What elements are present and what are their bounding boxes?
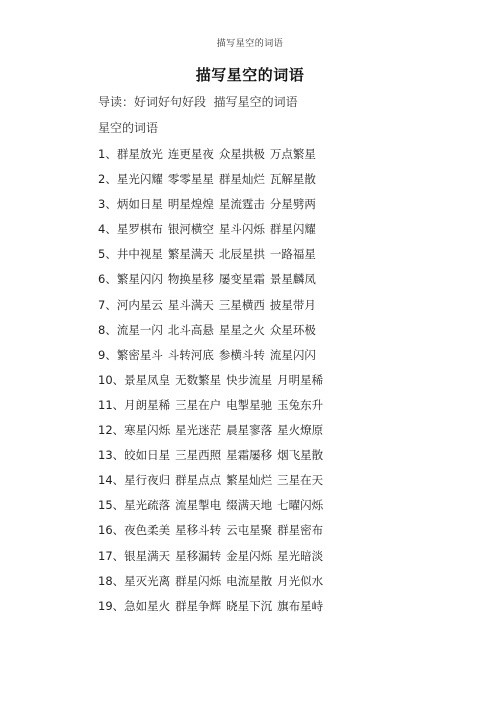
list-item-number: 19、 [98, 598, 125, 613]
phrase-term: 月朗星稀 [124, 397, 171, 412]
phrase-term: 晨星寥落 [226, 423, 273, 438]
list-item-number: 6、 [98, 272, 117, 287]
phrase-list [98, 146, 328, 623]
list-item [98, 322, 328, 347]
phrase-term: 流星闪闪 [269, 347, 316, 362]
phrase-term: 星移漏转 [175, 548, 222, 563]
phrase-term: 连更星夜 [167, 147, 214, 161]
list-item [98, 221, 328, 246]
list-item [98, 573, 328, 598]
phrase-term: 参横斗转 [218, 347, 265, 362]
list-item [98, 422, 328, 447]
phrase-term: 分星劈两 [269, 197, 316, 212]
page-title: 描写星空的词语 [195, 66, 305, 84]
phrase-term: 繁密星斗 [116, 347, 163, 362]
list-item [98, 246, 328, 271]
phrase-term: 烟飞星散 [277, 448, 324, 463]
phrase-term: 星光迷茫 [175, 423, 222, 438]
list-item-number: 9、 [98, 347, 117, 362]
list-item-number: 14、 [98, 473, 125, 488]
running-header: 描写星空的词语 [216, 39, 284, 49]
phrase-term: 零零星星 [167, 172, 214, 187]
phrase-term: 群星闪耀 [269, 222, 316, 237]
phrase-term: 一路福星 [269, 247, 316, 262]
phrase-term: 急如星火 [124, 598, 171, 613]
phrase-term: 繁星灿烂 [226, 473, 273, 488]
phrase-term: 月明星稀 [277, 372, 324, 387]
phrase-term: 众星拱极 [218, 147, 265, 161]
phrase-term: 繁星满天 [167, 247, 214, 262]
list-item-number: 2、 [98, 172, 117, 187]
phrase-term: 月光似水 [277, 573, 324, 588]
phrase-term: 三星在户 [175, 397, 222, 412]
phrase-term: 皎如日星 [124, 448, 171, 463]
list-item [98, 598, 328, 623]
phrase-term: 三星在天 [277, 473, 324, 488]
phrase-term: 缀满天地 [226, 498, 273, 513]
list-item [98, 397, 328, 422]
list-item-number: 12、 [98, 423, 125, 438]
list-item [98, 497, 328, 522]
list-item-number: 15、 [98, 498, 125, 513]
list-item [98, 171, 328, 196]
phrase-term: 旗布星峙 [277, 598, 324, 613]
list-item [98, 447, 328, 472]
list-item [98, 548, 328, 573]
phrase-term: 流星掣电 [175, 498, 222, 513]
phrase-term: 三星西照 [175, 448, 222, 463]
phrase-term: 群星放光 [116, 147, 163, 161]
phrase-term: 群星闪烁 [175, 573, 222, 588]
phrase-term: 北辰星拱 [218, 247, 265, 262]
phrase-term: 群星密布 [277, 523, 324, 538]
phrase-term: 星霜屡移 [226, 448, 273, 463]
phrase-term: 物换星移 [167, 272, 214, 287]
list-item-number: 11、 [98, 397, 125, 412]
phrase-term: 星火燎原 [277, 423, 324, 438]
phrase-term: 银河横空 [167, 222, 214, 237]
list-item-number: 5、 [98, 247, 117, 262]
list-item [98, 372, 328, 397]
phrase-term: 星斗满天 [167, 297, 214, 312]
list-item [98, 271, 328, 296]
phrase-term: 星流霆击 [218, 197, 265, 212]
list-item [98, 146, 328, 171]
phrase-term: 星斗闪烁 [218, 222, 265, 237]
list-item-number: 4、 [98, 222, 117, 237]
phrase-term: 三星横西 [218, 297, 265, 312]
phrase-term: 炳如日星 [116, 197, 163, 212]
phrase-term: 星光疏落 [124, 498, 171, 513]
phrase-term: 群星灿烂 [218, 172, 265, 187]
list-item-number: 17、 [98, 548, 125, 563]
phrase-term: 北斗高悬 [167, 322, 214, 337]
phrase-term: 众星环极 [269, 322, 316, 337]
phrase-term: 云屯星聚 [226, 523, 273, 538]
phrase-term: 银星满天 [124, 548, 171, 563]
list-item-number: 1、 [98, 147, 117, 161]
phrase-term: 夜色柔美 [124, 523, 171, 538]
list-item [98, 347, 328, 372]
phrase-term: 屡变星霜 [218, 272, 265, 287]
phrase-term: 瓦解星散 [269, 172, 316, 187]
phrase-term: 晓星下沉 [226, 598, 273, 613]
phrase-term: 披星带月 [269, 297, 316, 312]
phrase-term: 电流星散 [226, 573, 273, 588]
phrase-term: 金星闪烁 [226, 548, 273, 563]
list-item-number: 7、 [98, 297, 117, 312]
list-item-number: 8、 [98, 322, 117, 337]
phrase-term: 玉兔东升 [277, 397, 324, 412]
phrase-term: 寒星闪烁 [124, 423, 171, 438]
phrase-term: 星移斗转 [175, 523, 222, 538]
phrase-term: 万点繁星 [269, 147, 316, 161]
list-item [98, 196, 328, 221]
list-item-number: 18、 [98, 573, 125, 588]
list-item-number: 13、 [98, 448, 125, 463]
phrase-term: 明星煌煌 [167, 197, 214, 212]
phrase-term: 流星一闪 [116, 322, 163, 337]
phrase-term: 群星争辉 [175, 598, 222, 613]
section-heading: 星空的词语 [98, 121, 159, 135]
list-item-number: 16、 [98, 523, 125, 538]
list-item [98, 297, 328, 322]
list-item-number: 10、 [98, 372, 125, 387]
phrase-term: 景星凤皇 [124, 372, 171, 387]
phrase-term: 井中视星 [116, 247, 163, 262]
phrase-term: 星星之火 [218, 322, 265, 337]
phrase-term: 电掣星驰 [226, 397, 273, 412]
phrase-term: 星光暗淡 [277, 548, 324, 563]
phrase-term: 星行夜归 [124, 473, 171, 488]
phrase-term: 七曜闪烁 [277, 498, 324, 513]
list-item [98, 522, 328, 547]
intro-line: 导读：好词好句好段 描写星空的词语 [98, 95, 298, 109]
phrase-term: 无数繁星 [175, 372, 222, 387]
list-item [98, 472, 328, 497]
phrase-term: 星罗棋布 [116, 222, 163, 237]
phrase-term: 斗转河底 [167, 347, 214, 362]
phrase-term: 星灭光离 [124, 573, 171, 588]
list-item-number: 3、 [98, 197, 117, 212]
phrase-term: 河内星云 [116, 297, 163, 312]
phrase-term: 景星麟凤 [269, 272, 316, 287]
phrase-term: 快步流星 [226, 372, 273, 387]
phrase-term: 星光闪耀 [116, 172, 163, 187]
phrase-term: 群星点点 [175, 473, 222, 488]
phrase-term: 繁星闪闪 [116, 272, 163, 287]
